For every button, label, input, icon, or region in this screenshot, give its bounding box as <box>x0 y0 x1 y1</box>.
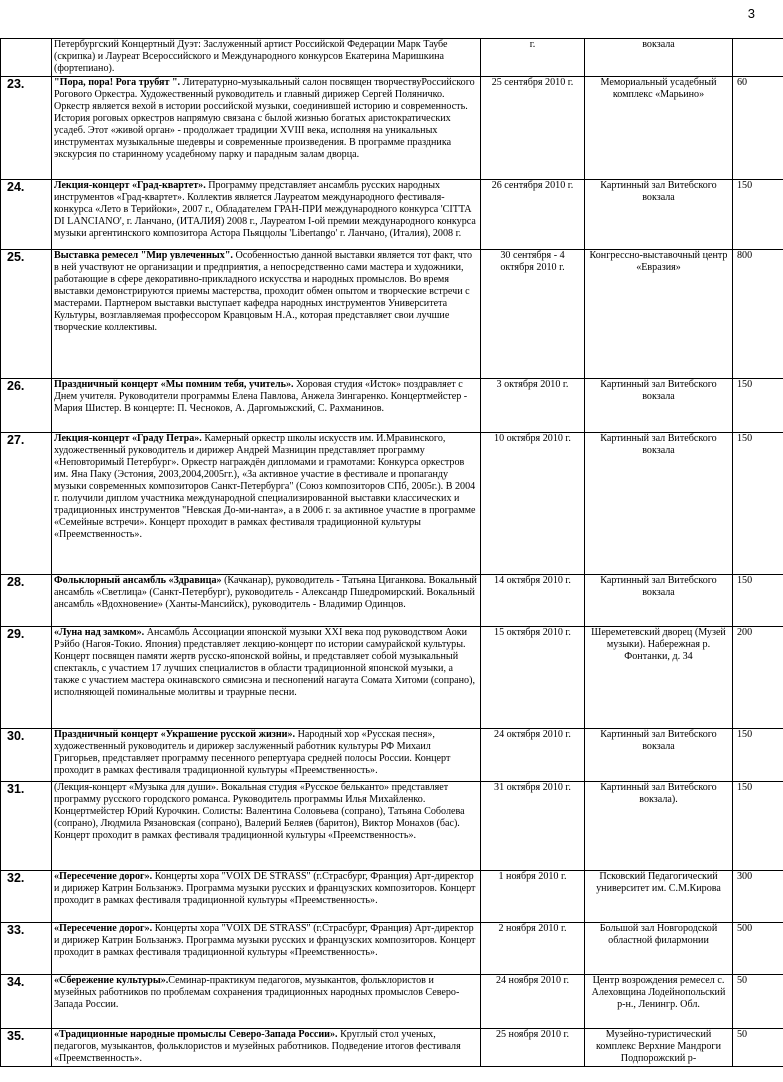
event-date: 25 сентября 2010 г. <box>481 77 585 180</box>
event-description <box>52 627 481 729</box>
row-number: 25. <box>1 250 52 379</box>
attendance-count: 150 <box>733 575 783 627</box>
event-venue: Картинный зал Витебского вокзала). <box>585 782 733 871</box>
event-title: «Традиционные народные промыслы Северо-Запада России». <box>54 1029 338 1040</box>
row-number: 23. <box>1 77 52 180</box>
event-description <box>52 433 481 575</box>
row-number: 32. <box>1 871 52 923</box>
row-number: 29. <box>1 627 52 729</box>
event-title: Лекция-концерт «Граду Петра». <box>54 433 202 444</box>
attendance-count: 50 <box>733 1029 783 1067</box>
event-text: (Лекция-концерт «Музыка для души». Вокальная студия «Русское бельканто» представляет программу русского городского романса. Руководитель программы Илья Михайленко. Концертмейстер Юрий Курочкин. Солисты: Валентина Соловьева (сопрано), Татьяна Соболева (сопрано), Людмила Рязановская (сопрано), Валерий Беляев (баритон), Виктор Монахов (бас). Концерт проходит в рамках фестиваля традиционной культуры «Преемственность». <box>54 782 465 841</box>
event-title: «Пересечение дорог». <box>54 923 153 934</box>
event-description <box>52 782 481 871</box>
table-row <box>1 782 783 871</box>
event-text: Круглый стол ученых, педагогов, музыкантов, фольклористов и музейных работников. Подведение итогов фестиваля «Преемственность». <box>54 1029 461 1064</box>
event-description <box>52 923 481 975</box>
event-venue: Центр возрождения ремесел с. Алеховщина Лодейнопольский р-н., Ленингр. Обл. <box>585 975 733 1029</box>
table-row <box>1 433 783 575</box>
attendance-count: 300 <box>733 871 783 923</box>
event-date: 3 октября 2010 г. <box>481 379 585 433</box>
table-row <box>1 180 783 250</box>
event-text: Концерты хора "VOIX DE STRASS" (г.Страсбург, Франция) Арт-директор и дирижер Катрин Бользанжэ. Программа музыки русских и французских композиторов. Концерт проходит в рамках фестиваля традиционной культуры «Преемственность». <box>54 923 476 958</box>
event-date: 25 ноября 2010 г. <box>481 1029 585 1067</box>
row-number: 28. <box>1 575 52 627</box>
event-title: «Сбережение культуры». <box>54 975 169 986</box>
event-text: (Качканар), руководитель - Татьяна Циганкова. Вокальный ансамбль «Светлица» (Санкт-Петербург), руководитель - Александр Пшедромирский. Вокальный ансамбль «Вдохновение» (Ханты-Мансийск), руководитель - Владимир Одинцов. <box>54 575 477 610</box>
event-description <box>52 871 481 923</box>
row-number: 27. <box>1 433 52 575</box>
event-text: Семинар-практикум педагогов, музыкантов, фольклористов и музейных работников по проблемам сохранения традиционных народных промыслов Северо-Запада России. <box>54 975 460 1010</box>
table-row <box>1 975 783 1029</box>
event-text: Хоровая студия «Исток» поздравляет с Днем учителя. Руководители программы Елена Павлова, Анжела Зингаренко. Концертмейстер - Мария Шистер. В концерте: П. Чесноков, А. Даргомыжский, С. Рахманинов. <box>54 379 468 414</box>
attendance-count: 150 <box>733 180 783 250</box>
table-row <box>1 77 783 180</box>
event-date: 24 ноября 2010 г. <box>481 975 585 1029</box>
event-title: «Луна над замком». <box>54 627 145 638</box>
attendance-count: 150 <box>733 782 783 871</box>
event-venue: Мемориальный усадебный комплекс «Марьино» <box>585 77 733 180</box>
event-title: Выставка ремесел "Мир увлеченных". <box>54 250 233 261</box>
event-description <box>52 975 481 1029</box>
page-number: 3 <box>747 6 755 21</box>
event-description <box>52 180 481 250</box>
attendance-count: 150 <box>733 379 783 433</box>
event-title: Фольклорный ансамбль «Здравица» <box>54 575 222 586</box>
event-description <box>52 77 481 180</box>
events-table <box>0 38 783 1067</box>
event-description <box>52 729 481 782</box>
table-row <box>1 39 783 77</box>
event-description <box>52 250 481 379</box>
event-date: 14 октября 2010 г. <box>481 575 585 627</box>
row-number: 31. <box>1 782 52 871</box>
event-venue: Псковский Педагогический университет им. С.М.Кирова <box>585 871 733 923</box>
event-text: Ансамбль Ассоциации японской музыки XXI века под руководством Аоки Рэйбо (Нагоя-Токио. Япония) представляет лекцию-концерт по истории самурайской культуры. Концерт посвящен памяти жертв русско-японской войны, и представляет собой музыкальный спектакль, с участием 17 лучших специалистов в области традиционной японской музыки, а также с участием мастера окинавского сямисэна и песнопений нагаута Сомата Хитоми (сопрано), исполняющей поминальные молитвы и траурные песни. <box>54 627 475 698</box>
event-venue: Картинный зал Витебского вокзала <box>585 433 733 575</box>
event-description <box>52 575 481 627</box>
attendance-count: 800 <box>733 250 783 379</box>
table-row <box>1 627 783 729</box>
attendance-count: 500 <box>733 923 783 975</box>
event-date: 24 октября 2010 г. <box>481 729 585 782</box>
table-row <box>1 575 783 627</box>
row-number <box>1 39 52 77</box>
row-number: 24. <box>1 180 52 250</box>
event-date: 15 октября 2010 г. <box>481 627 585 729</box>
table-row <box>1 871 783 923</box>
event-venue: Большой зал Новгородской областной филармонии <box>585 923 733 975</box>
table-row <box>1 250 783 379</box>
attendance-count <box>733 39 783 77</box>
event-date: 26 сентября 2010 г. <box>481 180 585 250</box>
event-venue: Картинный зал Витебского вокзала <box>585 729 733 782</box>
table-row <box>1 923 783 975</box>
row-number: 34. <box>1 975 52 1029</box>
attendance-count: 150 <box>733 433 783 575</box>
row-number: 35. <box>1 1029 52 1067</box>
event-text: Камерный оркестр школы искусств им. И.Мравинского, художественный руководитель и дирижер Андрей Мазницин представляет программу «Неповторимый Петербург». Оркестр награждён дипломами и грамотами: Конкурса оркестров им. Яна Паку (Эстония, 2003,2004,2005гг.), «За активное участие в фестивале и пропаганду музыки современных композиторов Санкт-Петербурга" (Союз композиторов СПб, 2005г.). В 2004 г. получили диплом участника международной специализированной выставки классических и традиционных инструментов "Невская До-ми-нанта», а в 2006 г. за активное участие в программе «Семейные встречи». Концерт проходит в рамках фестиваля традиционной культуры «Преемственность». <box>54 433 476 540</box>
row-number: 33. <box>1 923 52 975</box>
event-venue: Картинный зал Витебского вокзала <box>585 575 733 627</box>
event-date: г. <box>481 39 585 77</box>
event-venue: вокзала <box>585 39 733 77</box>
event-venue: Музейно-туристический комплекс Верхние Мандроги Подпорожский р- <box>585 1029 733 1067</box>
attendance-count: 200 <box>733 627 783 729</box>
event-text: Концерты хора "VOIX DE STRASS" (г.Страсбург, Франция) Арт-директор и дирижер Катрин Бользанжэ. Программа музыки русских и французских композиторов. Концерт проходит в рамках фестиваля традиционной культуры «Преемственность». <box>54 871 476 906</box>
event-venue: Конгрессно-выставочный центр «Евразия» <box>585 250 733 379</box>
attendance-count: 50 <box>733 975 783 1029</box>
attendance-count: 150 <box>733 729 783 782</box>
row-number: 26. <box>1 379 52 433</box>
event-description <box>52 39 481 77</box>
event-title: Лекция-концерт «Град-квартет». <box>54 180 206 191</box>
table-row <box>1 379 783 433</box>
event-date: 30 сентября - 4 октября 2010 г. <box>481 250 585 379</box>
event-date: 31 октября 2010 г. <box>481 782 585 871</box>
event-date: 2 ноября 2010 г. <box>481 923 585 975</box>
table-row <box>1 729 783 782</box>
row-number: 30. <box>1 729 52 782</box>
event-venue: Картинный зал Витебского вокзала <box>585 180 733 250</box>
event-title: «Пересечение дорог». <box>54 871 153 882</box>
table-row <box>1 1029 783 1067</box>
event-venue: Шереметевский дворец (Музей музыки). Набережная р. Фонтанки, д. 34 <box>585 627 733 729</box>
event-text: Народный хор «Русская песня», художественный руководитель и дирижер заслуженный работник культуры РФ Михаил Григорьев, представляет программу песенного репертуара средней полосы России. Концерт проходит в рамках фестиваля традиционной культуры «Преемственность». <box>54 729 451 776</box>
event-venue: Картинный зал Витебского вокзала <box>585 379 733 433</box>
event-description <box>52 1029 481 1067</box>
event-date: 1 ноября 2010 г. <box>481 871 585 923</box>
event-text: Петербургский Концертный Дуэт: Заслуженный артист Российской Федерации Марк Таубе (скрипка) и Лауреат Всероссийского и Международного конкурсов Екатерина Маришкина (фортепиано). <box>54 39 448 74</box>
event-title: "Пора, пора! Рога трубят ". <box>54 77 181 88</box>
event-title: Праздничный концерт «Украшение русской жизни». <box>54 729 296 740</box>
event-date: 10 октября 2010 г. <box>481 433 585 575</box>
event-text: Программу представляет ансамбль русских народных инструментов «Град-квартет». Коллектив является Лауреатом международного фестиваля-конкурса «Лето в Терийоки», 2007 г., Обладателем ГРАН-ПРИ международного конкурса 'CITTA DI LANCIANO', г. Ланчано, (ИТАЛИЯ) 2008 г., Лауреатом I-ой премии международного конкурса музыки аргентинского композитора Астора Пьяццолы 'Libertango' г. Ланчано, (Италия), 2008 г. <box>54 180 476 239</box>
event-description <box>52 379 481 433</box>
event-title: Праздничный концерт «Мы помним тебя, учитель». <box>54 379 294 390</box>
attendance-count: 60 <box>733 77 783 180</box>
event-text: Особенностью данной выставки является тот факт, что в ней участвуют не организации и предприятия, а непосредственно сами мастера и художники, работающие в сфере декоративно-прикладного искусства и народных промыслов. Во время выставки демонстрируются приемы мастерства, проходит обмен опытом и творческие встречи с мастерами. Партнером выставки выступает кафедра народных инструментов Университета Культуры, возглавляемая профессором Кравцовым Н.А., которая представляет свои лучшие творческие коллективы. <box>54 250 473 333</box>
event-text: Литературно-музыкальный салон посвящен творчествуРоссийского Рогового Оркестра. Художественный руководитель и главный дирижер Сергей Поляничко. Оркестр является вехой в истории российской музыки, соединившей историю и современность. История роговых оркестров напрямую связана с былой жизнью богатых аристократических усадеб. Этот «живой орган» - продолжает традиции XVIII века, исполняя на уникальных инструментах музыкальные шедевры и современные произведения. В программе праздника экскурсия по старинному усадебному парку и парадным залам дворца. <box>54 77 475 160</box>
